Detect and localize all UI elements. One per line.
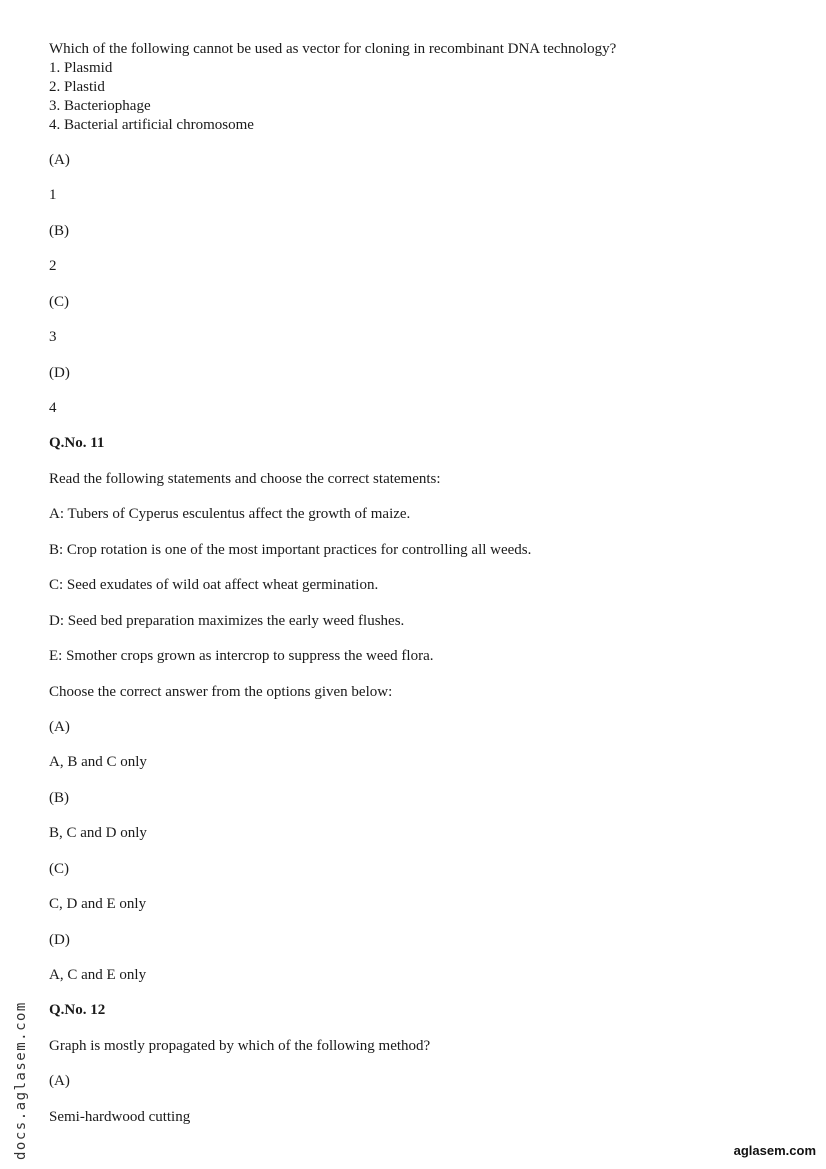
question-text: Read the following statements and choose the correct statements: [49,471,441,487]
option-text: 3 [49,329,57,345]
option-text: B, C and D only [49,825,147,841]
statement: D: Seed bed preparation maximizes the early weed flushes. [49,613,405,629]
option-label: (A) [49,152,70,168]
brand-watermark: aglasem.com [733,1143,816,1158]
question-text: Graph is mostly propagated by which of the following method? [49,1038,431,1054]
option-label: (D) [49,932,70,948]
option-text: A, B and C only [49,754,147,770]
statement: C: Seed exudates of wild oat affect wheat germination. [49,577,379,593]
option-text: 4 [49,400,57,416]
statement: A: Tubers of Cyperus esculentus affect the growth of maize. [49,506,411,522]
list-item: 2. Plastid [49,79,105,95]
option-label: (B) [49,790,69,806]
option-label: (B) [49,223,69,239]
answer-prompt: Choose the correct answer from the options given below: [49,684,393,700]
option-text: C, D and E only [49,896,147,912]
option-text: A, C and E only [49,967,147,983]
question-number: Q.No. 11 [49,435,105,451]
statement: B: Crop rotation is one of the most important practices for controlling all weeds. [49,542,532,558]
option-label: (D) [49,365,70,381]
option-label: (A) [49,1073,70,1089]
question-text: Which of the following cannot be used as vector for cloning in recombinant DNA technology? [49,41,617,57]
side-watermark: docs.aglasem.com [13,1001,29,1160]
list-item: 4. Bacterial artificial chromosome [49,117,254,133]
question-number: Q.No. 12 [49,1002,106,1018]
option-text: 1 [49,187,57,203]
list-item: 3. Bacteriophage [49,98,151,114]
option-text: 2 [49,258,57,274]
option-label: (C) [49,294,69,310]
option-label: (C) [49,861,69,877]
option-text: Semi-hardwood cutting [49,1109,191,1125]
statement: E: Smother crops grown as intercrop to suppress the weed flora. [49,648,434,664]
list-item: 1. Plasmid [49,60,113,76]
option-label: (A) [49,719,70,735]
